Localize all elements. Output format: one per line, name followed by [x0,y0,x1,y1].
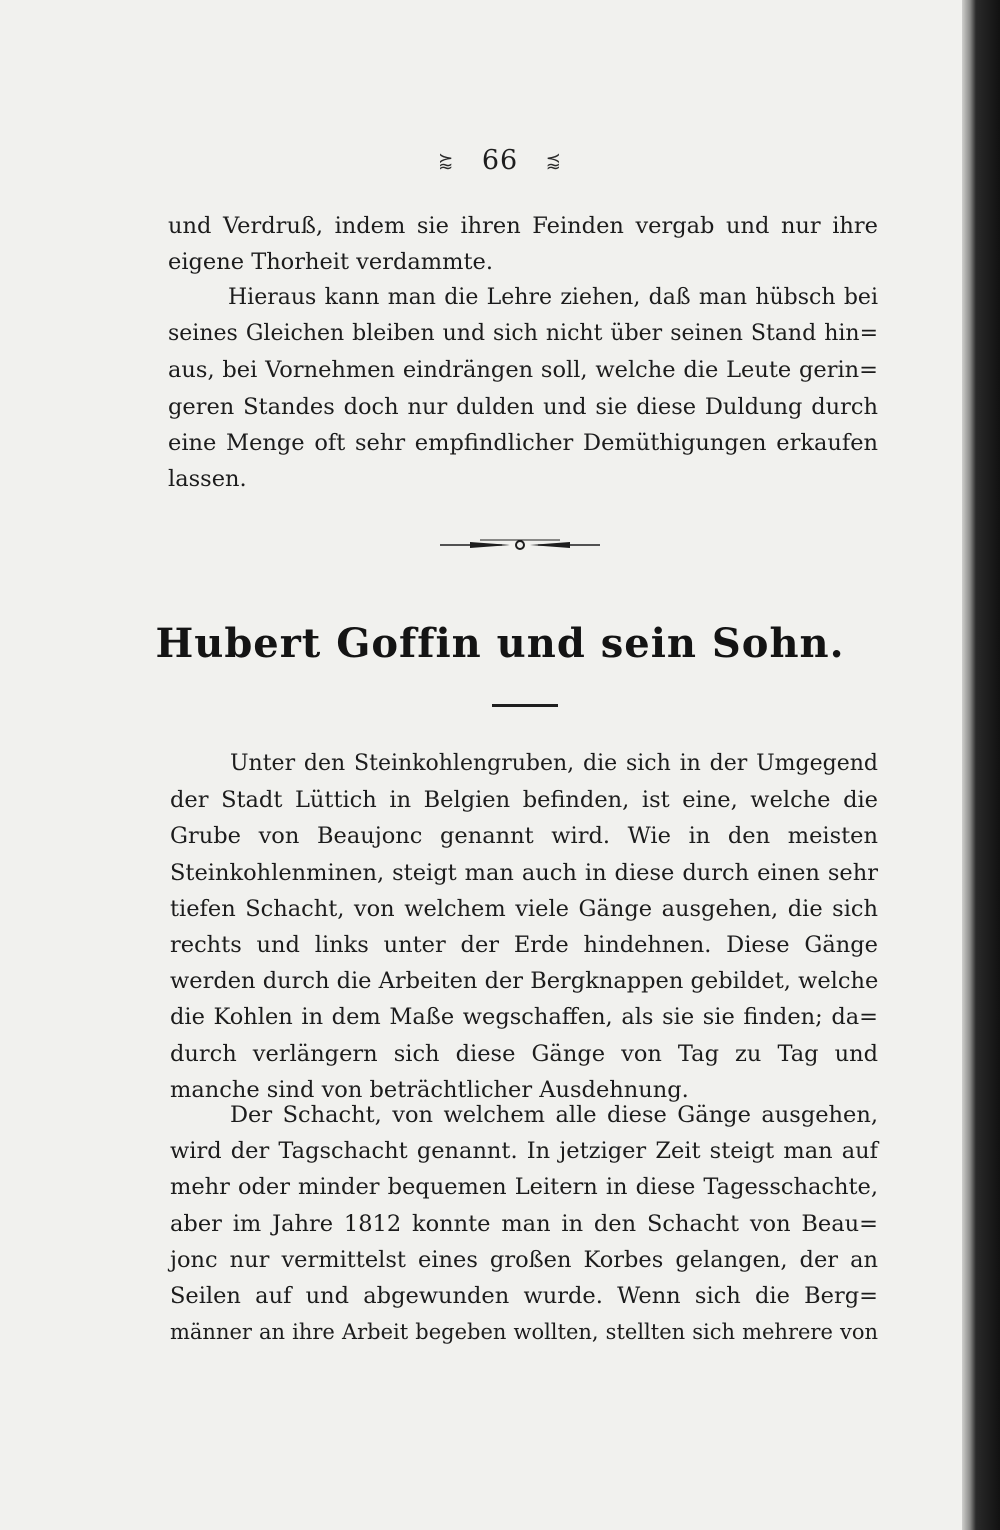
ornamental-divider-icon [440,535,600,555]
text-line: mehr oder minder bequemen Leitern in diese Tagesschachte, [170,1174,878,1201]
text-line: männer an ihre Arbeit begeben wollten, stellten sich mehrere von [170,1320,878,1345]
page-edge-shadow [962,0,1000,1530]
text-line: aber im Jahre 1812 konnte man in den Schacht von Beau= [170,1210,878,1237]
text-line: tiefen Schacht, von welchem viele Gänge ausgehen, die sich [170,895,878,922]
text-line: rechts und links unter der Erde hindehnen. Diese Gänge [170,932,878,959]
text-line: und Verdruß, indem sie ihren Feinden vergab und nur ihre [168,213,878,239]
left-ornament-icon: ⪸ [438,150,455,171]
text-line: durch verlängern sich diese Gänge von Tag zu Tag und [170,1040,878,1067]
paragraph-3 [170,746,878,1108]
text-line: jonc nur vermittelst eines großen Korbes gelangen, der an [170,1246,878,1273]
page-number: 66 [481,145,519,176]
paragraph-4 [170,1097,878,1350]
title-underline [492,704,558,707]
text-line: manche sind von beträchtlicher Ausdehnung. [170,1076,689,1103]
text-line: seines Gleichen bleiben und sich nicht über seinen Stand hin= [168,321,878,347]
text-line: aus, bei Vornehmen eindrängen soll, welche die Leute gerin= [168,357,878,384]
text-line: eigene Thorheit verdammte. [168,249,493,276]
text-line: Steinkohlenminen, steigt man auch in diese durch einen sehr [170,859,878,886]
text-line: Unter den Steinkohlengruben, die sich in der Umgegend [230,751,878,776]
section-title: Hubert Goffin und sein Sohn. [155,620,845,667]
text-line: Seilen auf und abgewunden wurde. Wenn sich die Berg= [170,1283,878,1310]
text-line: geren Standes doch nur dulden und sie diese Duldung durch [168,393,878,420]
text-line: der Stadt Lüttich in Belgien befinden, ist eine, welche die [170,787,878,814]
paragraph-2 [168,280,878,497]
text-line: Der Schacht, von welchem alle diese Gänge ausgehen, [230,1102,878,1128]
text-line: eine Menge oft sehr empfindlicher Demüthigungen erkaufen [168,429,878,456]
text-line: die Kohlen in dem Maße wegschaffen, als sie sie finden; da= [170,1004,878,1031]
page-header [0,145,962,176]
text-line: Hieraus kann man die Lehre ziehen, daß man hübsch bei [228,285,878,310]
text-line: werden durch die Arbeiten der Bergknappen gebildet, welche [170,968,879,995]
right-ornament-icon: ⪷ [545,150,562,171]
text-line: lassen. [168,466,247,493]
text-line: wird der Tagschacht genannt. In jetziger Zeit steigt man auf [170,1138,878,1165]
text-line: Grube von Beaujonc genannt wird. Wie in den meisten [170,823,878,850]
paragraph-1 [168,208,878,280]
